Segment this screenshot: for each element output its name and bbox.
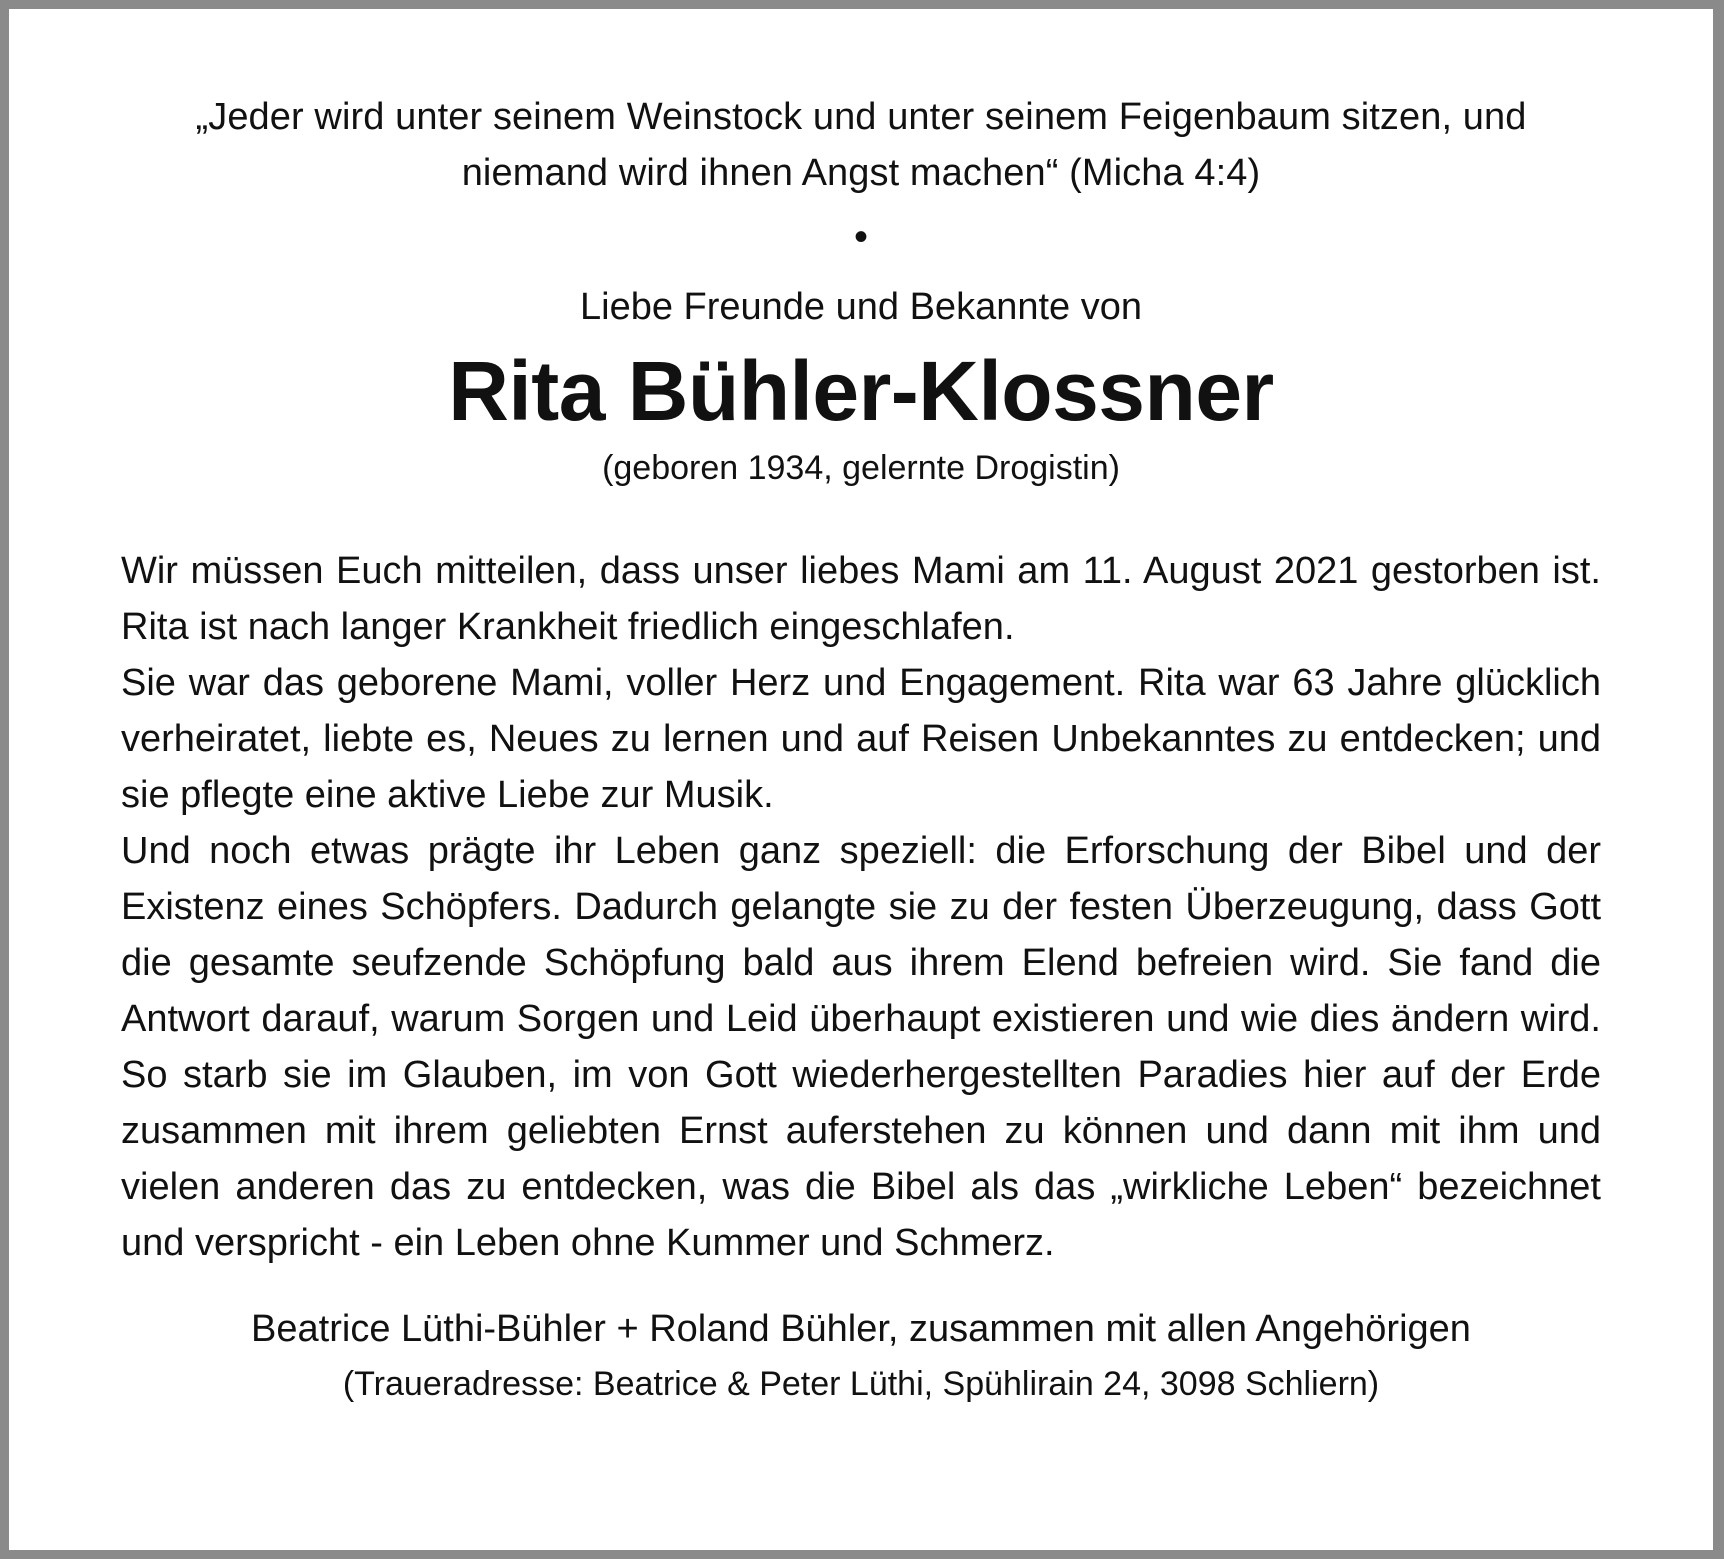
mourning-address: (Traueradresse: Beatrice & Peter Lüthi, Spühlirain 24, 3098 Schliern) xyxy=(342,1365,1380,1403)
bible-quote xyxy=(121,89,1601,201)
deceased-name: Rita Bühler-Klossner xyxy=(448,344,1274,438)
family-signature: Beatrice Lüthi-Bühler + Roland Bühler, zusammen mit allen Angehörigen xyxy=(251,1308,1471,1350)
deceased-details: (geboren 1934, gelernte Drogistin) xyxy=(602,449,1120,487)
greeting-line: Liebe Freunde und Bekannte von xyxy=(580,286,1142,328)
bible-quote-line-1: „Jeder wird unter seinem Weinstock und unter seinem Feigenbaum sitzen, und xyxy=(195,96,1527,138)
body-paragraph-2: Sie war das geborene Mami, voller Herz und Engagement. Rita war 63 Jahre glücklich verheiratet, liebte es, Neues zu lernen und auf Reisen Unbekanntes zu entdecken; und sie pflegte eine aktive Liebe zur Musik. xyxy=(121,662,1601,816)
obituary-content xyxy=(121,89,1601,1409)
obituary-body xyxy=(121,543,1601,1271)
body-paragraph-1: Wir müssen Euch mitteilen, dass unser liebes Mami am 11. August 2021 gestorben ist. Rita ist nach langer Krankheit friedlich eingeschlafen. xyxy=(121,550,1601,648)
body-paragraph-3: Und noch etwas prägte ihr Leben ganz speziell: die Erforschung der Bibel und der Existenz eines Schöpfers. Dadurch gelangte sie zu der festen Überzeugung, dass Gott die gesamte seufzende Schöpfung bald aus ihrem Elend befreien wird. Sie fand die Antwort darauf, warum Sorgen und Leid überhaupt existieren und wie dies ändern wird. So starb sie im Glauben, im von Gott wiederhergestellten Paradies hier auf der Erde zusammen mit ihrem geliebten Ernst auferstehen zu können und dann mit ihm und vielen anderen das zu entdecken, was die Bibel als das „wirkliche Leben“ bezeichnet und verspricht - ein Leben ohne Kummer und Schmerz. xyxy=(121,830,1601,1264)
bible-quote-line-2: niemand wird ihnen Angst machen“ (Micha 4:4) xyxy=(461,152,1261,194)
separator-bullet: • xyxy=(853,215,868,259)
